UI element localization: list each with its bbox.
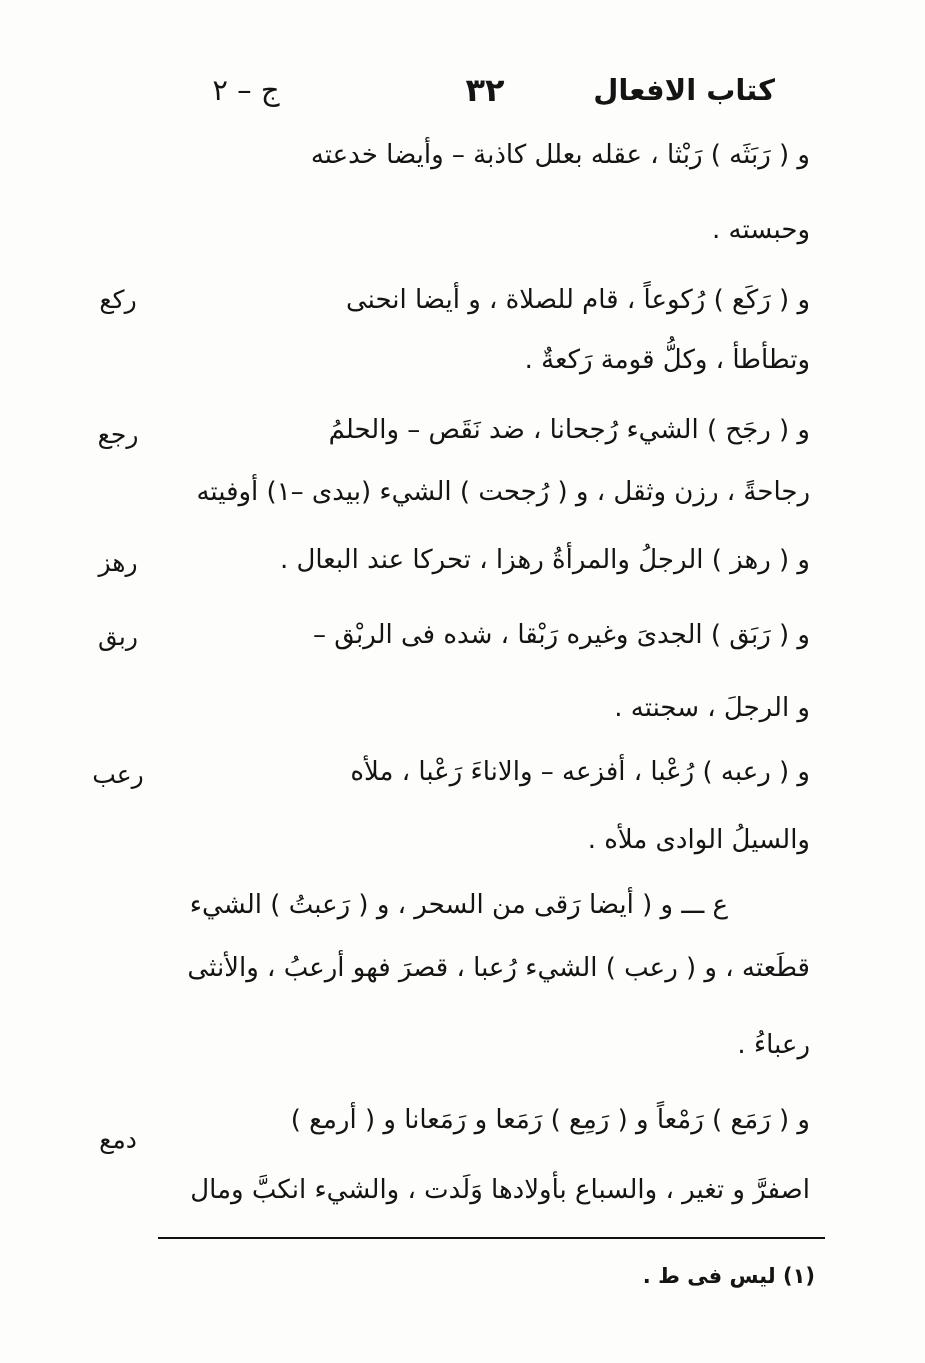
- running-title: كتاب الافعال: [593, 73, 775, 107]
- volume-label: ج – ٢: [212, 73, 280, 107]
- text-line: و ( رَبَثَه ) رَبْثا ، عقله بعلل كاذبة – وأيضا خدعته: [310, 140, 810, 170]
- text-line: و ( رَكَع ) رُكوعاً ، قام للصلاة ، و أيضا انحنى: [345, 285, 810, 315]
- text-line: قطَعته ، و ( رعب ) الشيء رُعبا ، قصرَ فهو أرعبُ ، والأنثى: [187, 953, 810, 983]
- margin-root-word: رجع: [97, 420, 139, 449]
- margin-root-word: دمع: [99, 1125, 137, 1154]
- text-line: رجاحةً ، رزن وثقل ، و ( رُجحت ) الشيء (بيدى –١) أوفيته: [196, 477, 810, 507]
- footnote: (١) ليس فى ط .: [642, 1264, 815, 1288]
- footnote-divider: [158, 1237, 825, 1239]
- text-line: و ( رَبَق ) الجدىَ وغيره رَبْقا ، شده فى الربْق –: [313, 620, 810, 650]
- text-line: والسيلُ الوادى ملأه .: [587, 825, 810, 855]
- text-line: و الرجلَ ، سجنته .: [614, 693, 810, 723]
- text-line: و ( رجَح ) الشيء رُجحانا ، ضد نَقَص – والحلمُ: [328, 415, 810, 445]
- text-line: وتطأطأ ، وكلُّ قومة رَكعةٌ .: [524, 345, 810, 375]
- text-line: وحبسته .: [712, 215, 810, 245]
- margin-root-word: ربق: [98, 622, 138, 651]
- margin-root-word: ركع: [99, 285, 137, 314]
- page-number: ٣٢: [465, 71, 505, 109]
- text-line: اصفرَّ و تغير ، والسباع بأولادها وَلَدت ، والشيء انكبَّ ومال: [190, 1175, 810, 1205]
- text-line: و ( رَمَع ) رَمْعاً و ( رَمِع ) رَمَعا و رَمَعانا و ( أرمع ): [290, 1105, 810, 1135]
- text-line: رعباءُ .: [737, 1030, 810, 1060]
- text-line: ع ـــ و ( أيضا رَقى من السحر ، و ( رَعبتُ ) الشيء: [189, 890, 728, 920]
- text-line: و ( رهز ) الرجلُ والمرأةُ رهزا ، تحركا عند البعال .: [279, 545, 810, 575]
- margin-root-word: رهز: [98, 548, 138, 577]
- margin-root-word: رعب: [92, 760, 144, 789]
- text-line: و ( رعبه ) رُعْبا ، أفزعه – والاناءَ رَعْبا ، ملأه: [350, 757, 810, 787]
